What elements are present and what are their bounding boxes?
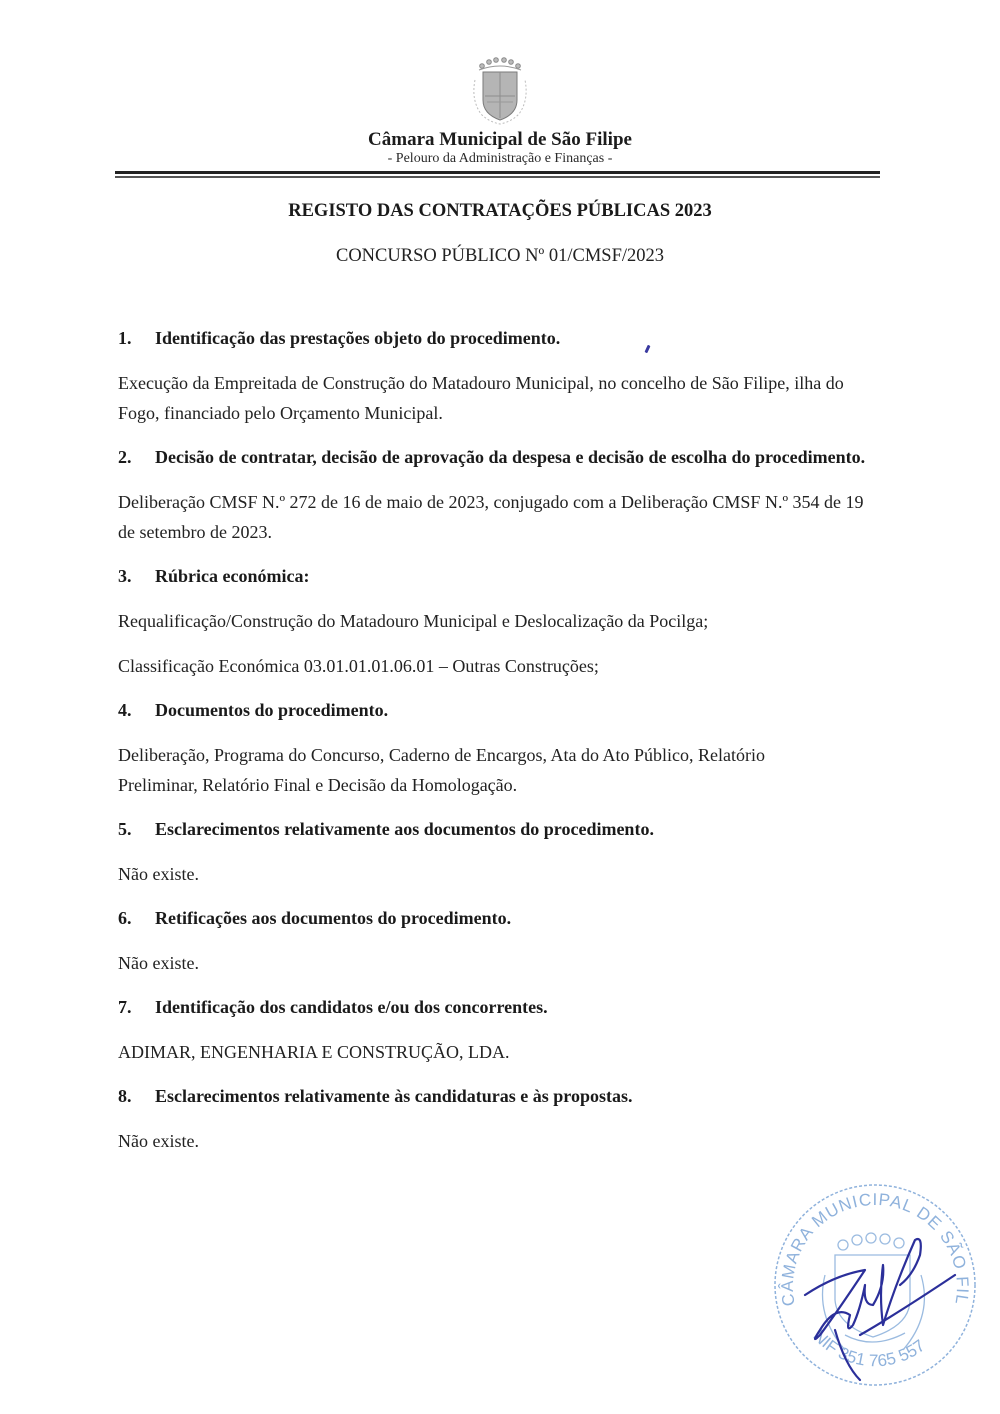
section-heading	[118, 903, 883, 933]
coat-of-arms-icon	[465, 56, 535, 128]
section-number: 4.	[118, 700, 132, 720]
section-number: 2.	[118, 447, 132, 467]
section-heading	[118, 1081, 883, 1111]
section-4	[118, 695, 883, 800]
section-number: 8.	[118, 1086, 132, 1106]
svg-text:CÂMARA MUNICIPAL DE SÃO FILIPE	[765, 1175, 972, 1307]
section-paragraph: Requalificação/Construção do Matadouro Municipal e Deslocalização da Pocilga;	[118, 611, 709, 631]
header-divider	[115, 171, 880, 178]
section-paragraph: Deliberação, Programa do Concurso, Caderno de Encargos, Ata do Ato Público, Relatório Preliminar, Relatório Final e Decisão da Homologação.	[118, 745, 766, 795]
section-paragraph: Execução da Empreitada de Construção do Matadouro Municipal, no concelho de São Filipe, ilha do Fogo, financiado pelo Orçamento Municipal.	[118, 373, 844, 423]
section-number: 7.	[118, 997, 132, 1017]
section-title: Rúbrica económica:	[155, 566, 310, 586]
section-title: Documentos do procedimento.	[155, 700, 389, 720]
section-title: Identificação dos candidatos e/ou dos concorrentes.	[155, 997, 548, 1017]
stamp-nif-text: NIF 351 765 557	[809, 1326, 929, 1371]
section-paragraph: Deliberação CMSF N.º 272 de 16 de maio de 2023, conjugado com a Deliberação CMSF N.º 354 de 19 de setembro de 2023.	[118, 492, 864, 542]
section-number: 3.	[118, 566, 132, 586]
svg-text:NIF 351 765 557	[809, 1326, 928, 1370]
section-number: 5.	[118, 819, 132, 839]
document-body	[118, 323, 883, 1156]
section-6	[118, 903, 883, 978]
document-subtitle: CONCURSO PÚBLICO Nº 01/CMSF/2023	[335, 246, 664, 266]
section-paragraph: Classificação Económica 03.01.01.01.06.01 – Outras Construções;	[118, 656, 599, 676]
section-heading	[118, 442, 883, 472]
section-paragraph: ADIMAR, ENGENHARIA E CONSTRUÇÃO, LDA.	[118, 1042, 510, 1062]
section-title: Esclarecimentos relativamente aos documentos do procedimento.	[155, 819, 654, 839]
section-paragraph: Não existe.	[118, 953, 199, 973]
section-paragraph: Não existe.	[118, 864, 199, 884]
official-stamp	[765, 1175, 985, 1395]
section-heading	[118, 323, 883, 353]
section-2	[118, 442, 883, 547]
section-7	[118, 992, 883, 1067]
section-heading	[118, 561, 883, 591]
section-title: Esclarecimentos relativamente às candidaturas e às propostas.	[155, 1086, 633, 1106]
section-number: 6.	[118, 908, 132, 928]
section-1	[118, 323, 883, 428]
section-3	[118, 561, 883, 681]
section-heading	[118, 992, 883, 1022]
section-heading	[118, 695, 883, 725]
section-8	[118, 1081, 883, 1156]
section-title: Retificações aos documentos do procedimento.	[155, 908, 512, 928]
section-paragraph: Não existe.	[118, 1131, 199, 1151]
department-name: - Pelouro da Administração e Finanças -	[387, 151, 613, 166]
document-title: REGISTO DAS CONTRATAÇÕES PÚBLICAS 2023	[288, 201, 712, 221]
section-title: Decisão de contratar, decisão de aprovação da despesa e decisão de escolha do procedimento.	[155, 447, 866, 467]
stamp-ring-text: CÂMARA MUNICIPAL DE SÃO FIL	[777, 1189, 973, 1308]
organization-name: Câmara Municipal de São Filipe	[368, 129, 632, 150]
section-5	[118, 814, 883, 889]
section-number: 1.	[118, 328, 132, 348]
section-heading	[118, 814, 883, 844]
section-title: Identificação das prestações objeto do procedimento.	[155, 328, 561, 348]
